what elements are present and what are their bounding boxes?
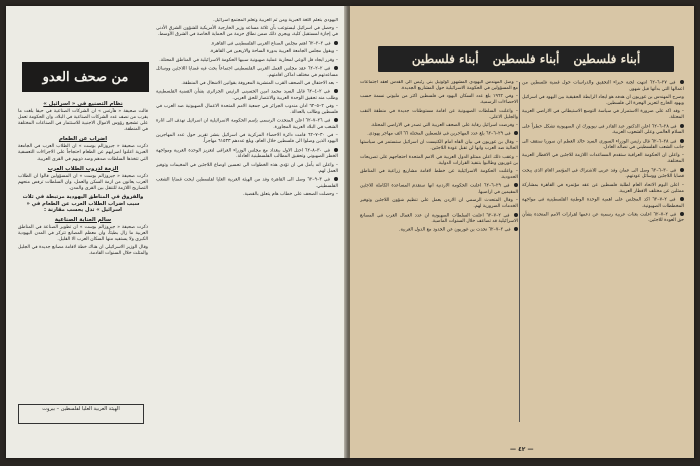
from-enemy-press-banner: من صحف العدو — [22, 62, 149, 92]
heading-industrial-care: سالم العنابة الصناعية — [54, 216, 112, 223]
left-page-column-1: نظام التصنيع في « اسرائيل » قالت صحيفة « هآرتس » ان الشركات الصناعية في حيفا بلغت ما يقرب من نصف عدد الشركات الصناعية في البلاد، وان الحكومة تعمل على تشجيع رؤوس الاموال الاجنبية للاستثمار في الصناعات المختلفة في المنطقة. اضراب عن الطعام ذكرت صحيفة « جيروزالم بوست » ان الطلاب العرب في الجامعة العبرية اعلنوا اضرابهم عن الطعام احتجاجاً على الاجراءات التعسفية التي تتخذها السلطات ضدهم وضد ذويهم في القرى العربية. الزمة لدروب الطلاب العرب ذكرت صحيفة « جيروزالم بوست » ان المسؤولين قالوا ان الطلاب العرب يعانون من ازمة السكن والعمل، وان السلطات ترفض منحهم التصاريح اللازمة للتنقل بين القرى والمدن. والفروق في المناطق اليهودية مرتبطة في ثلاث سبب اضراب الطلاب العرب عن الطعام في « اسرائيل » تدل يحسب مقارنة : سالم العنابة الصناعية ذكرت صحيفة « جيروزالم بوست » ان تطوير الصناعة في المناطق العربية ما زال بطيئاً، وان معظم المصانع تتركز في المدن اليهودية الكبرى ولا يستفيد منها السكان العرب الا القليل. وقال الوزير الاسرائيلي ان هناك خطة لاقامة مصانع جديدة في الجليل والمثلث خلال السنوات القادمة. — [18, 101, 148, 257]
column-divider — [519, 82, 520, 422]
heading-students: الزمة لدروب الطلاب العرب — [47, 165, 119, 172]
publisher-footer: الهيئة العربية العليا لفلسطين – بيروت — [18, 404, 144, 424]
right-page-column-2: – وصل المهندس اليهودي المشهور كولونيل بنى رئيس الى القدس لعقد اجتماعات مع المسؤولين في الحكومة الاسرائيلية حول المشاريع الجديدة. – وفي ١٩٦٢ بلغ عدد السكان اليهود في فلسطين اكثر من مليوني نسمة حسب الاحصاءات الرسمية. – واعلنت السلطات الصهيونية عن اقامة مستوطنات جديدة في منطقة النقب والجليل الاعلى. – وفرضت اسرائيل رقابة على الصحف العربية التي تصدر في الاراضي المحتلة. في ٢٩–٦–٦٢ بلغ عدد المهاجرين في فلسطين المحتلة ٦٦ الف مهاجر يهودي. – وقال بن غوريون في بيان القاه امام الكنيست ان اسرائيل ستستمر في سياستها الحالية ضد العرب وانها لن تقبل عودة اللاجئين. – وعقب ذلك اعلن ممثلو الدول العربية في الامم المتحدة احتجاجهم على تصريحات بن غوريون وطالبوا بتنفيذ القرارات الدولية. – واعلنت الحكومة الاسرائيلية عن خطط لاقامة مشاريع زراعية في المناطق الحدودية. في ٢٩–٦–٦٢ اعلنت الحكومة الاردنية انها ستقدم المساعدة الكاملة للاجئين المقيمين في اراضيها. – وقال المتحدث الرسمي ان الاردن يعمل على تنظيم شؤون اللاجئين وتوفير الخدمات الضرورية لهم. في ٢–٧–٦٢ اعلنت السلطات الصهيونية ان عدد العمال العرب في المصانع الاسرائيلية قد تضاعف خلال السنوات الماضية. في ٢–٧–٦٢ تحدث بن غوريون عن الحدود مع الدول العربية. — [360, 80, 518, 233]
banner-text-2: أبناء فلسطين — [492, 52, 560, 66]
right-page — [350, 6, 694, 458]
heading-industrialization: نظام التصنيع في « اسرائيل » — [43, 101, 123, 107]
heading-differences: والفروق في المناطق اليهودية مرتبطة في ثلاث سبب اضراب الطلاب العرب عن الطعام في « اسرائيل » تدل يحسب مقارنة : — [22, 194, 144, 214]
left-page-column-2: اليهودي بتعلم اللغة العبرية ومن ثم العربية وتعلم المجتمع اسرائيل. – وحصل في اسرائيل ليستوعب بأن ثلاثة مساعد وزير الخارجية الأمريكية للشؤون الشرق الأدنى في إجازة لمستقبل كلية، ويجري ذلك ضمن نطاق حزمة من الحماية الخاصة في الشرق الأوسط. في ٢–٢–٦٢ اهتم مجلس الصناع العربي الفلسطيني في القاهرة. – ويقول مجلس الجامعة العربية بدورة الساحة والاربعين في القاهرة. – وقرر ايجاد قل الوعي لمحاربة عملية صهيونية سببها الحكومة الاسرائيلية في المناطق المحتلة. في ٢–٢–٦٢ عقد مجلس العمل العربي الفلسطيني اجتماعاً بحث فيه قضايا اللاجئين ووسائل مساعدتهم في مختلف اماكن اقامتهم. – بعد الاحتفال في الصحف القرب المنشرية المعروفة بقوانين الاشغال في المنطقة. في ٢–٤–٦٢ قابل السيد محمد امين الحسيني الرئيس الجزائري بشأن القضية الفلسطينية وطلب منه تحقيق الوحدة العربية والانتصار للحق العربي. – وفي ٢–٥–٦٢ ادان مندوب الجزائر في جمعية الامم المتحدة الاعمال الصهيونية ضد العرب في فلسطين وطالب بالعدالة. في ٢٦–٧–٦٢ اعلن المتحدث الرسمي بإسم الحكومة الاسرائيلية ان اسرائيل تهدف الى اثارة الشغب في البلاد العربية المجاورة. – في ٣٠–٧–٦٢ قامت دائرة الاحصاء المركزية في اسرائيل بنشر تقرير حول عدد المهاجرين اليهود الذين وصلوا الى فلسطين خلال العام، وبلغ عددهم ٦١٥٣٣ مهاجراً. في ٣٠–٨–٦٢ احتل الاول ببغداد مع مجلس الوزراء العراقي لتعزيز الوحدة العربية ومواجهة الخطر الصهيوني وتحقيق المطالب الفلسطينية العادلة. – واعلن انه يأمل في ان تؤدي هذه الخطوات الى تحسين اوضاع اللاجئين في المخيمات وتوفير العمل لهم. في ٣–٩–٦٢ وصل الى القاهرة وفد من الهيئة العربية العليا لفلسطين لبحث قضايا الشعب الفلسطيني. – وحصلت الصحف على خطاب هام يتعلق بالقضية. — [156, 18, 338, 197]
banner-text-1: أبناء فلسطين — [573, 52, 641, 66]
banner-text-3: أبناء فلسطين — [411, 52, 479, 66]
sons-of-palestine-banner — [378, 46, 674, 72]
left-page — [6, 6, 346, 458]
heading-hunger-strike: اضراب عن الطعام — [58, 136, 108, 143]
page-number: — ٤٢ — — [510, 446, 534, 453]
right-page-column-1: في ٢٧–٦–٦٢ انتهت لجنة خبراء التحقيق والدراسات حول قضية فلسطين من اعمالها التي بدأتها قبل شهور. وصرح المهندس بن غوريون ان هدفه هو ايجاد الرابطة الحقيقية بين اليهود في اسرائيل ويهود الخارج لتعزيز الهجرة الى فلسطين. – وقد اكد على ضرورة الاستمرار في سياسة التوسع الاستيطاني في الاراضي العربية المحتلة. في ٢٨–٦–٦٢ اعلن الدكتور عبد القادر في نيويورك ان الصهيونية تشكل خطراً على السلام العالمي وعلى الشعوب العربية. في ٢٨–٦–٦٢ قال رئيس الوزراء السوري السيد خالد العظم ان سوريا ستقف الى جانب الشعب الفلسطيني في نضاله العادل. – واعلن ان الحكومة العراقية ستقدم المساعدات اللازمة للاجئين في الاقطار العربية المختلفة. في ٣٠–٦–٦٢ وصل الى عمان وفد عربي للاشتراك في المؤتمر العام الذي يبحث قضايا اللاجئين ووسائل عودتهم. – اعلن اليوم الاتحاد العام لطلبة فلسطين عن عقد مؤتمره في القاهرة بمشاركة ممثلين عن مختلف الاقطار العربية. في ٢–٧–٦٢ اكد المجلس على اهمية الوحدة الوطنية الفلسطينية في مواجهة المخططات الصهيونية. في ٢–٧–٦٢ اعلنت بعثات عربية رسمية عن دعمها لقرارات الامم المتحدة بشأن حق العودة للاجئين. — [522, 80, 684, 224]
